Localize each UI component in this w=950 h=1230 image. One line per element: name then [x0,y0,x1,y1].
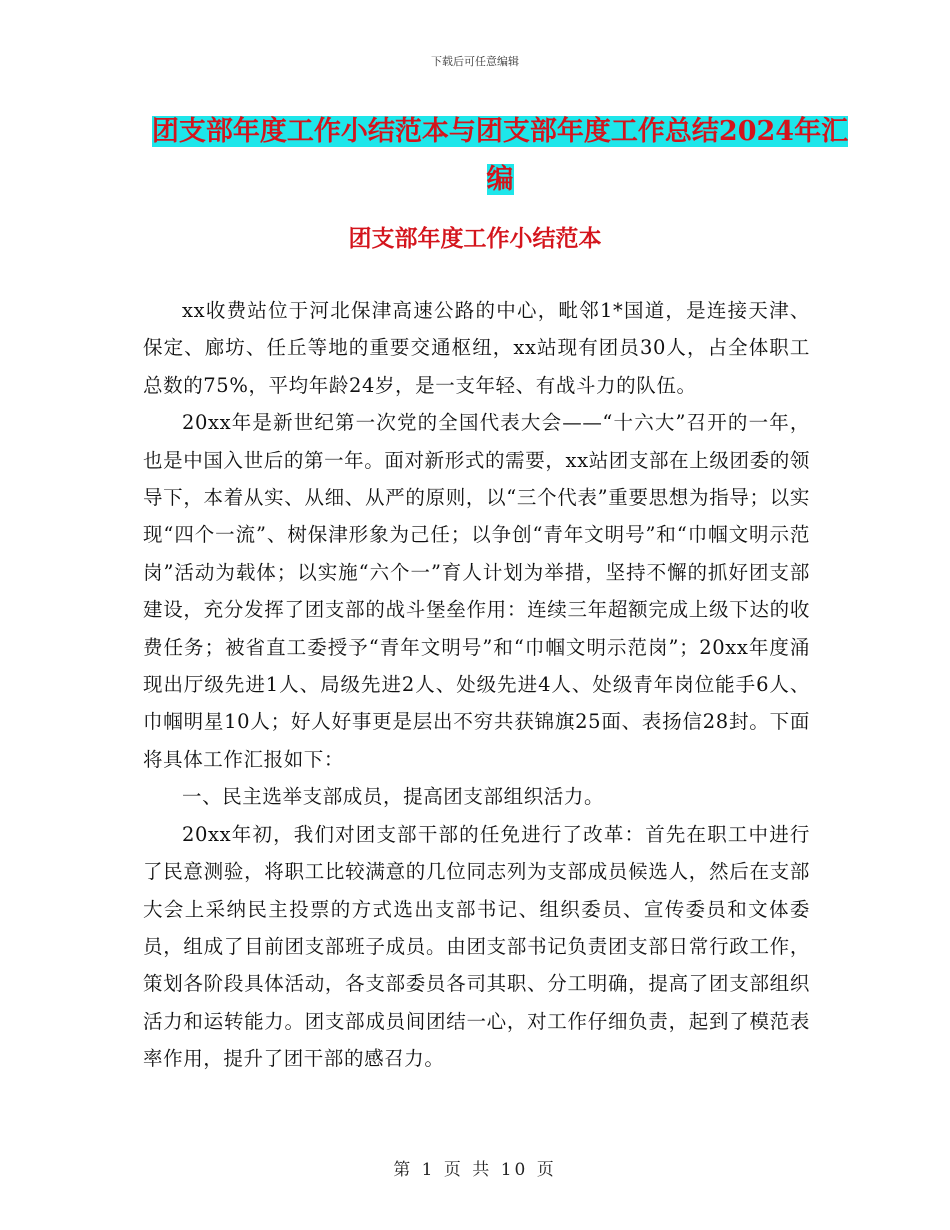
body-text [143,292,810,1078]
paragraph: 20xx年是新世纪第一次党的全国代表大会——“十六大”召开的一年，也是中国入世后的第一年。面对新形式的需要，xx站团支部在上级团委的领导下，本着从实、从细、从严的原则，以“三个代表”重要思想为指导；以实现“四个一流”、树保津形象为己任；以争创“青年文明号”和“巾帼文明示范岗”活动为载体；以实施“六个一”育人计划为举措，坚持不懈的抓好团支部建设，充分发挥了团支部的战斗堡垒作用：连续三年超额完成上级下达的收费任务；被省直工委授予“青年文明号”和“巾帼文明示范岗”；20xx年度涌现出厅级先进1人、局级先进2人、处级先进4人、处级青年岗位能手6人、巾帼明星10人；好人好事更是层出不穷共获锦旗25面、表扬信28封。下面将具体工作汇报如下： [143,411,810,771]
paragraph-heading: 一、民主选举支部成员，提高团支部组织活力。 [182,785,605,809]
paragraph: 20xx年初，我们对团支部干部的任免进行了改革：首先在职工中进行了民意测验，将职工比较满意的几位同志列为支部成员候选人，然后在支部大会上采纳民主投票的方式选出支部书记、组织委员、宣传委员和文体委员，组成了目前团支部班子成员。由团支部书记负责团支部日常行政工作，策划各阶段具体活动，各支部委员各司其职、分工明确，提高了团支部组织活力和运转能力。团支部成员间团结一心，对工作仔细负责，起到了模范表率作用，提升了团干部的感召力。 [143,822,810,1071]
header-note: 下载后可任意编辑 [431,55,519,68]
document-title-text: 团支部年度工作小结范本与团支部年度工作总结2024年汇编 [151,116,849,195]
document-title [150,108,850,204]
page-footer: 第 1 页 共 10 页 [393,1160,557,1180]
paragraph: xx收费站位于河北保津高速公路的中心，毗邻1*国道，是连接天津、保定、廊坊、任丘等地的重要交通枢纽，xx站现有团员30人，占全体职工总数的75%，平均年龄24岁，是一支年轻、有战斗力的队伍。 [143,299,810,397]
section-title: 团支部年度工作小结范本 [348,225,602,252]
